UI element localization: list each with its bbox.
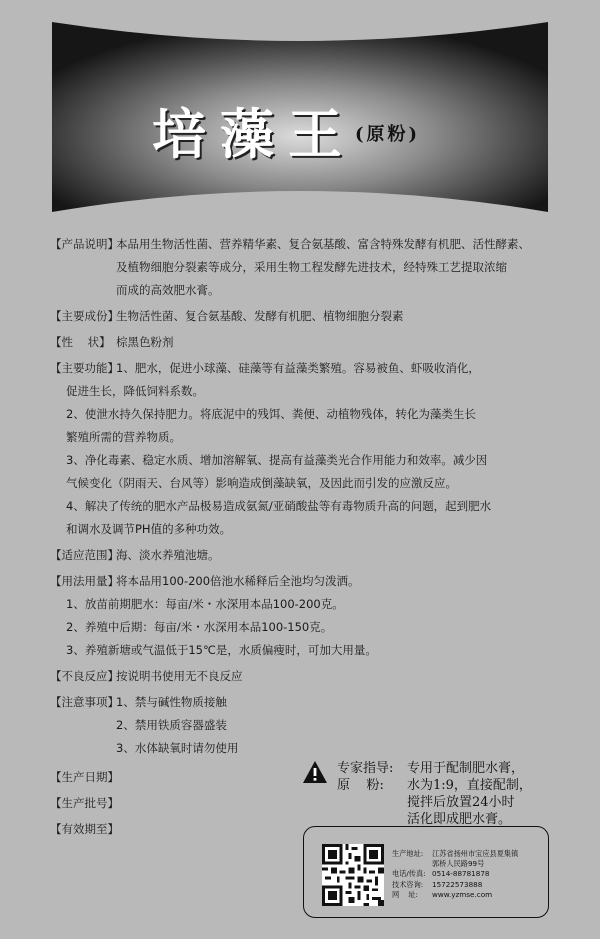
qr-code-icon [322, 844, 384, 906]
function-item-2-cont: 繁殖所需的营养物质。 [66, 430, 181, 444]
title-banner [0, 0, 600, 240]
intro-line: 而成的高效肥水膏。 [116, 283, 220, 297]
address-line-2: 郭桥人民路99号 [432, 859, 485, 869]
note-item-3: 3、水体缺氧时请勿使用 [116, 741, 239, 755]
usage-row [50, 570, 570, 593]
address-line-1: 江苏省扬州市宝应县夏集镇 [432, 849, 519, 858]
product-title: 培藻王 [152, 102, 356, 166]
warning-icon [302, 760, 328, 784]
expert-line-4: 活化即成肥水膏。 [407, 812, 512, 827]
scope-value: 海、淡水养殖池塘。 [116, 548, 220, 562]
usage-item-3: 3、养殖新塘或气温低于15℃是，水质偏瘦时，可加大用量。 [66, 643, 377, 657]
expert-line-1: 专用于配制肥水膏， [407, 761, 525, 776]
usage-item-1: 1、放苗前期肥水：每亩/米・水深用本品100-200克。 [66, 597, 344, 611]
production-date-label: 【生产日期】 [50, 770, 119, 784]
phone-value: 0514-88781878 [432, 869, 490, 879]
functions-label: 【主要功能】 [50, 361, 119, 375]
notes-label: 【注意事项】 [50, 695, 119, 709]
batch-label: 【生产批号】 [50, 796, 119, 810]
form-label: 【性 状】 [50, 335, 111, 349]
address-label: 生产地址: [392, 849, 424, 858]
intro-row [50, 233, 570, 256]
functions-row [50, 357, 570, 380]
intro-line: 及植物细胞分裂素等成分，采用生物工程发酵先进技术，经特殊工艺提取浓缩 [116, 260, 507, 274]
website-label: 网 址: [392, 889, 418, 899]
expiry-label: 【有效期至】 [50, 822, 119, 836]
function-item-1-cont: 促进生长，降低饲料系数。 [66, 384, 204, 398]
expert-line-2: 水为1:9，直接配制， [407, 778, 532, 793]
ingredients-value: 生物活性菌、复合氨基酸、发酵有机肥、植物细胞分裂素 [116, 309, 404, 323]
notes-row [50, 691, 570, 714]
function-item-1: 1、肥水，促进小球藻、硅藻等有益藻类繁殖。容易被鱼、虾吸收消化， [116, 361, 480, 375]
form-value: 棕黑色粉剂 [116, 335, 174, 349]
scope-label: 【适应范围】 [50, 548, 119, 562]
ingredients-row [50, 305, 570, 328]
ingredients-label: 【主要成份】 [50, 309, 119, 323]
intro-line: 本品用生物活性菌、营养精华素、复合氨基酸、富含特殊发酵有机肥、活性酵素、 [116, 237, 530, 251]
function-item-4: 4、解决了传统的肥水产品极易造成氨氮/亚硝酸盐等有毒物质升高的问题，起到肥水 [66, 499, 492, 513]
expert-line-3: 搅拌后放置24小时 [407, 795, 515, 810]
consult-value: 15722573888 [432, 879, 483, 889]
consult-label: 技术咨询: [392, 879, 424, 889]
adverse-value: 按说明书使用无不良反应 [116, 669, 243, 683]
manufacturer-box [303, 826, 549, 918]
note-item-1: 1、禁与碱性物质接触 [116, 695, 227, 709]
function-item-3-cont: 气候变化（阴雨天、台风等）影响造成倒藻缺氧，及因此而引发的应激反应。 [66, 476, 457, 490]
function-item-4-cont: 和调水及调节PH值的多种功效。 [66, 522, 232, 536]
expert-label: 专家指导: [337, 761, 394, 776]
form-row [50, 331, 570, 354]
function-item-2: 2、使泄水持久保持肥力。将底泥中的残饵、粪便、动植物残体，转化为藻类生长 [66, 407, 476, 421]
product-details [50, 233, 570, 841]
product-subtitle: (原粉) [355, 124, 421, 145]
note-item-2: 2、禁用铁质容器盛装 [116, 718, 227, 732]
function-item-3: 3、净化毒素、稳定水质、增加溶解氧、提高有益藻类光合作用能力和效率。减少因 [66, 453, 488, 467]
scope-row [50, 544, 570, 567]
usage-value: 将本品用100-200倍池水稀释后全池均匀泼洒。 [116, 574, 360, 588]
usage-item-2: 2、养殖中后期：每亩/米・水深用本品100-150克。 [66, 620, 333, 634]
adverse-label: 【不良反应】 [50, 669, 119, 683]
expert-guidance [337, 760, 577, 828]
usage-label: 【用法用量】 [50, 574, 119, 588]
manufacturer-info [392, 849, 547, 900]
intro-label: 【产品说明】 [50, 237, 119, 251]
adverse-row [50, 665, 570, 688]
website-value: www.yzmse.com [432, 889, 493, 899]
phone-label: 电话/传真: [392, 869, 426, 879]
powder-label: 原 粉: [337, 778, 384, 793]
